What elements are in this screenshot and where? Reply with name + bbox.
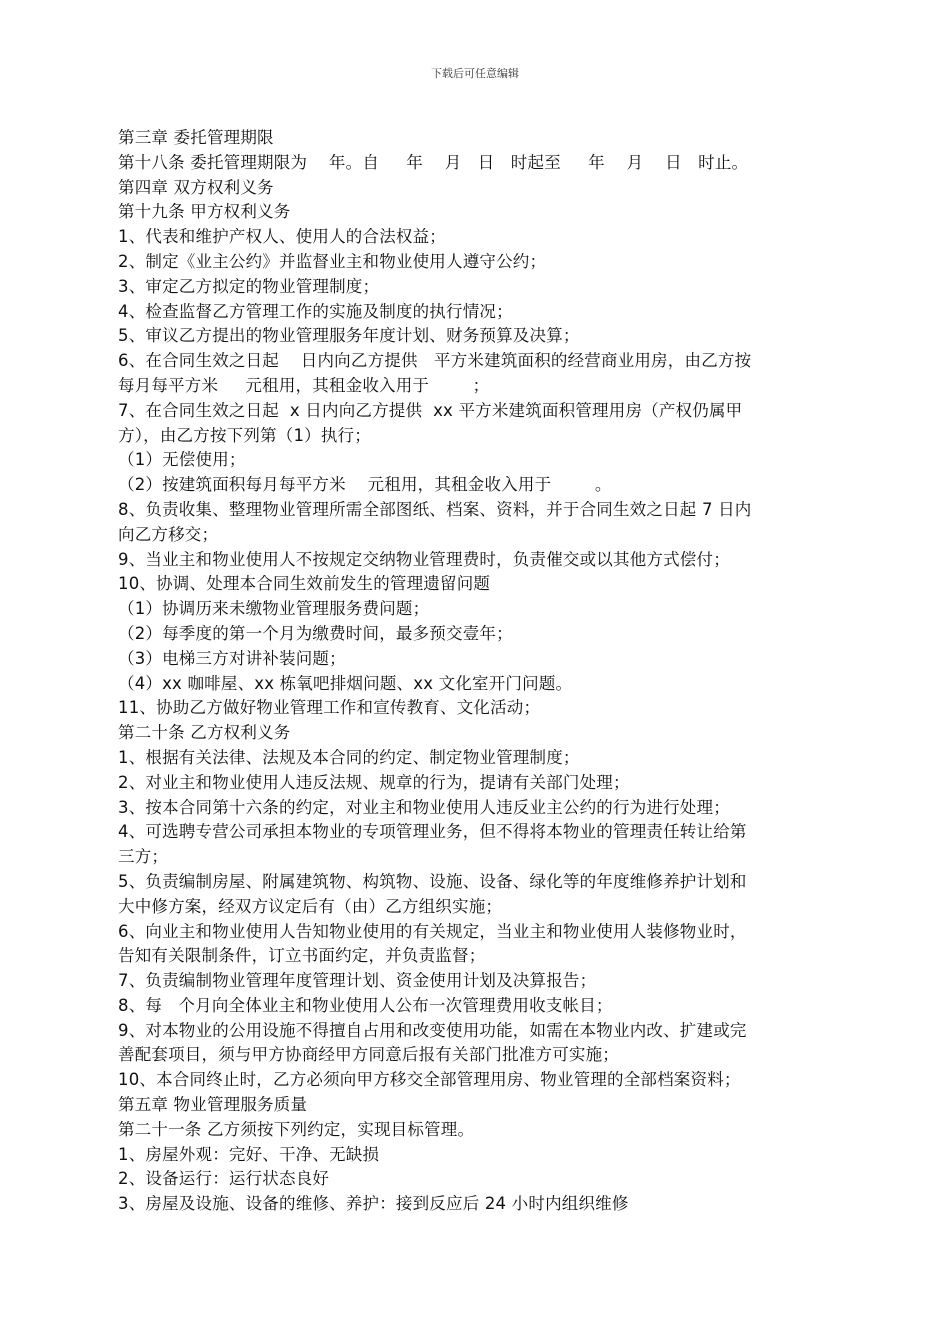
- text-line: （2）每季度的第一个月为缴费时间，最多预交壹年；: [118, 623, 513, 643]
- text-line: （1）协调历来未缴物业管理服务费问题；: [118, 599, 430, 619]
- chapter-3-heading: 第三章 委托管理期限: [118, 128, 274, 147]
- text-line: 3、按本合同第十六条的约定，对业主和物业使用人违反业主公约的行为进行处理；: [118, 797, 730, 817]
- text-line: 7、负责编制物业管理年度管理计划、资金使用计划及决算报告；: [118, 971, 597, 991]
- text-line: 5、审议乙方提出的物业管理服务年度计划、财务预算及决算；: [118, 326, 580, 346]
- text-line: 3、审定乙方拟定的物业管理制度；: [118, 276, 380, 296]
- text-line: 6、在合同生效之日起 日内向乙方提供 平方米建筑面积的经营商业用房，由乙方按: [118, 351, 752, 371]
- text-line: 3、房屋及设施、设备的维修、养护：接到反应后 24 小时内组织维修: [118, 1194, 629, 1214]
- text-line: 三方；: [118, 847, 169, 867]
- chapter-5-heading: 第五章 物业管理服务质量: [118, 1095, 308, 1115]
- text-line: 11、协助乙方做好物业管理工作和宣传教育、文化活动；: [118, 698, 541, 718]
- article-18: 第十八条 委托管理期限为 年。自 年 月 日 时起至 年 月 日 时止。: [118, 152, 749, 172]
- text-line: 1、根据有关法律、法规及本合同的约定、制定物业管理制度；: [118, 747, 580, 767]
- article-19-heading: 第十九条 甲方权利义务: [118, 202, 291, 222]
- text-line: 5、负责编制房屋、附属建筑物、构筑物、设施、设备、绿化等的年度维修养护计划和: [118, 871, 747, 891]
- chapter-4-heading: 第四章 双方权利义务: [118, 177, 274, 197]
- text-line: 1、代表和维护产权人、使用人的合法权益；: [118, 227, 446, 247]
- text-line: 告知有关限制条件，订立书面约定，并负责监督；: [118, 946, 486, 966]
- text-line: （3）电梯三方对讲补装问题；: [118, 648, 346, 668]
- text-line: 1、房屋外观：完好、干净、无缺损: [118, 1144, 380, 1164]
- article-20-heading: 第二十条 乙方权利义务: [118, 723, 291, 743]
- text-line: 4、可选聘专营公司承担本物业的专项管理业务，但不得将本物业的管理责任转让给第: [118, 822, 747, 842]
- text-line: 8、负责收集、整理物业管理所需全部图纸、档案、资料，并于合同生效之日起 7 日内: [118, 499, 752, 519]
- text-line: 善配套项目，须与甲方协商经甲方同意后报有关部门批准方可实施；: [118, 1045, 619, 1065]
- text-line: 每月每平方米 元租用，其租金收入用于 ；: [118, 375, 490, 395]
- text-line: 6、向业主和物业使用人告知物业使用的有关规定，当业主和物业使用人装修物业时，: [118, 921, 747, 941]
- text-line: （2）按建筑面积每月每平方米 元租用，其租金收入用于 。: [118, 475, 612, 495]
- text-line: 9、对本物业的公用设施不得擅自占用和改变使用功能，如需在本物业内改、扩建或完: [118, 1020, 747, 1040]
- text-line: 8、每 个月向全体业主和物业使用人公布一次管理费用收支帐目；: [118, 995, 613, 1015]
- text-line: 2、制定《业主公约》并监督业主和物业使用人遵守公约；: [118, 251, 547, 271]
- text-line: 10、协调、处理本合同生效前发生的管理遗留问题: [118, 574, 491, 594]
- text-line: （4）xx 咖啡屋、xx 栋氧吧排烟问题、xx 文化室开门问题。: [118, 673, 573, 693]
- text-line: 7、在合同生效之日起 x 日内向乙方提供 xx 平方米建筑面积管理用房（产权仍属甲: [118, 400, 743, 420]
- article-21: 第二十一条 乙方须按下列约定，实现目标管理。: [118, 1119, 475, 1139]
- text-line: 2、设备运行：运行状态良好: [118, 1169, 330, 1189]
- text-line: 2、对业主和物业使用人违反法规、规章的行为，提请有关部门处理；: [118, 772, 630, 792]
- text-line: 10、本合同终止时，乙方必须向甲方移交全部管理用房、物业管理的全部档案资料；: [118, 1070, 741, 1090]
- document-body: [118, 126, 838, 1217]
- page-header: 下载后可任意编辑: [431, 67, 519, 80]
- text-line: （1）无偿使用；: [118, 450, 246, 470]
- text-line: 向乙方移交；: [118, 524, 219, 544]
- text-line: 大中修方案，经双方议定后有（由）乙方组织实施；: [118, 896, 503, 916]
- text-line: 4、检查监督乙方管理工作的实施及制度的执行情况；: [118, 301, 513, 321]
- text-line: 方），由乙方按下列第（1）执行；: [118, 425, 371, 445]
- text-line: 9、当业主和物业使用人不按规定交纳物业管理费时，负责催交或以其他方式偿付；: [118, 549, 730, 569]
